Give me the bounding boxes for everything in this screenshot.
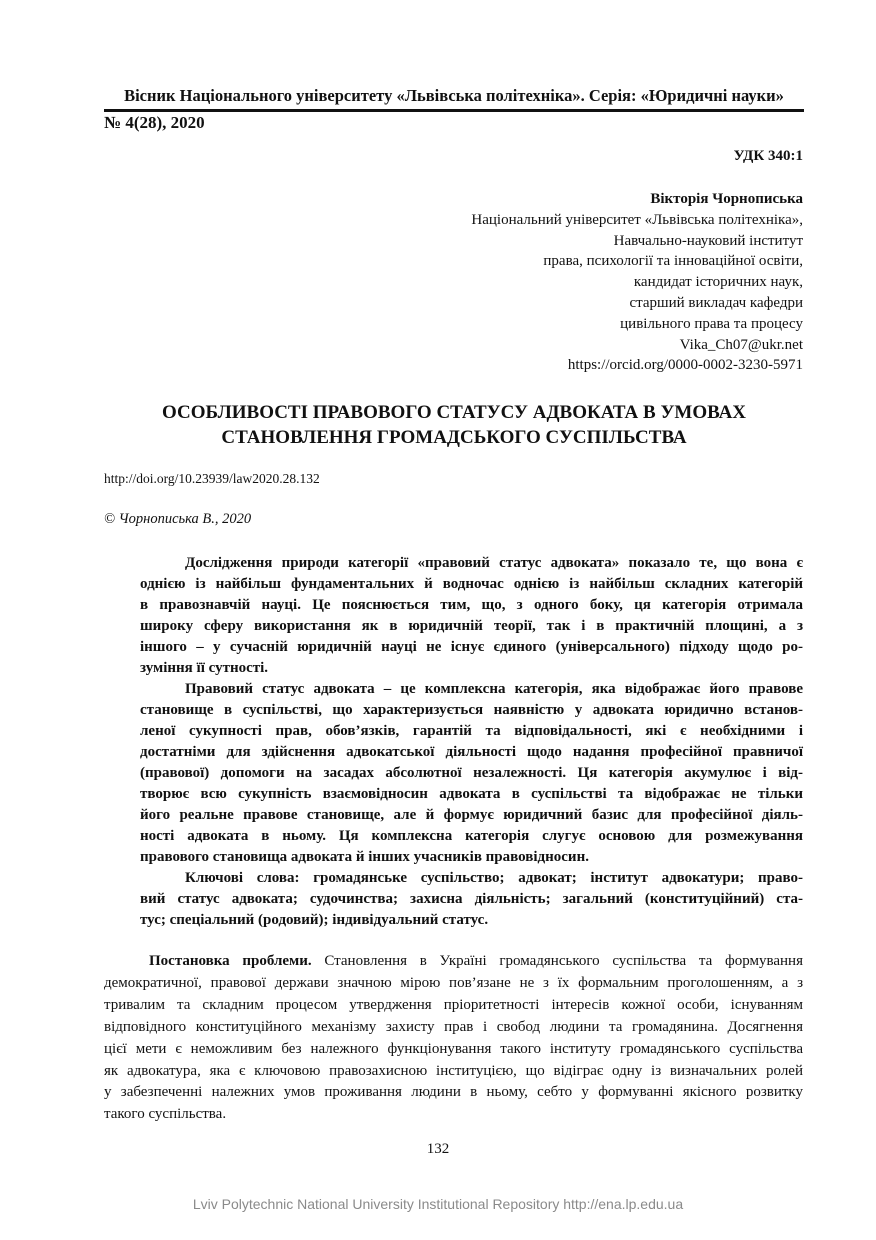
affiliation-line: кандидат історичних наук, <box>633 274 803 291</box>
abstract-line: Дослідження природи категорії «правовий статус адвоката» показало те, що вона є <box>185 555 803 571</box>
body-line: відповідного конституційного механізму захисту прав і свобод людини та громадянина. Досягнення <box>104 1018 803 1035</box>
abstract <box>140 553 803 931</box>
abstract-line: (правової) допомоги на засадах абсолютної незалежності. Ця категорія акумулює і від- <box>140 765 803 781</box>
body-line: як адвокатура, яка є ключовою правозахисною інституцією, що відіграє одну із визначальних ролей <box>104 1062 803 1079</box>
abstract-line: широку сферу використання як в юридичній теорії, так і в практичній площині, а з <box>140 618 803 634</box>
body-line: тривалим та складним процесом утвердження пріоритетності інтересів кожної особи, існуванням <box>104 996 803 1013</box>
copyright: © Чорнописька В., 2020 <box>104 511 252 527</box>
author-name: Вікторія Чорнописька <box>650 191 803 207</box>
journal-header: Вісник Національного університету «Львівська політехніка». Серія: «Юридичні науки» <box>124 86 784 105</box>
body-line: такого суспільства. <box>104 1106 227 1123</box>
body-text <box>104 951 803 1126</box>
abstract-line: іншого – у сучасній юридичній науці не існує єдиного (універсального) підходу щодо ро- <box>140 639 803 655</box>
abstract-line: Ключові слова: громадянське суспільство; адвокат; інститут адвокатури; право- <box>185 870 803 886</box>
abstract-line: зуміння її сутності. <box>140 660 269 676</box>
title-line: СТАНОВЛЕННЯ ГРОМАДСЬКОГО СУСПІЛЬСТВА <box>221 427 687 448</box>
author-email[interactable]: Vika_Ch07@ukr.net <box>679 336 803 353</box>
section-heading: Постановка проблеми. <box>149 953 312 969</box>
abstract-line: достатніми для здійснення адвокатської діяльності щодо надання професійної правничої <box>140 744 803 760</box>
abstract-line: Правовий статус адвоката – це комплексна категорія, яка відображає його правове <box>185 681 803 697</box>
abstract-line: леної сукупності прав, обов’язків, гарантій та відповідальності, які є необхідними і <box>140 723 803 739</box>
affiliation-line: старший викладач кафедри <box>629 294 803 311</box>
doi-link[interactable]: http://doi.org/10.23939/law2020.28.132 <box>104 471 320 486</box>
title-line: ОСОБЛИВОСТІ ПРАВОВОГО СТАТУСУ АДВОКАТА В УМОВАХ <box>161 402 747 423</box>
affiliation-line: Національний університет «Львівська політехніка», <box>471 211 803 228</box>
abstract-line: правового становища адвоката й інших учасників правовідносин. <box>140 849 589 865</box>
body-line: у забезпеченні належних умов проживання людини в ньому, себто у формуванні якісного розвитку <box>104 1084 803 1101</box>
body-line: цієї мети є неможливим без належного функціонування такого інституту громадянського суспільства <box>104 1040 803 1057</box>
abstract-line: творює всю сукупність взаємовідносин адвоката в суспільстві та відображає не тільки <box>140 786 803 802</box>
abstract-line: його реальне правове становище, але й формує юридичний базис для професійної діяль- <box>140 807 803 823</box>
repository-footer: Lviv Polytechnic National University Institutional Repository http://ena.lp.edu.ua <box>192 1196 684 1212</box>
author-orcid[interactable]: https://orcid.org/0000-0002-3230-5971 <box>567 357 803 374</box>
affiliation-line: права, психології та інноваційної освіти, <box>543 253 803 270</box>
abstract-line: однією із найбільш фундаментальних й водночас однією із найбільш складних категорій <box>140 576 803 592</box>
article-title <box>104 400 804 450</box>
udk-code: УДК 340:1 <box>733 148 803 164</box>
issue-number: № 4(28), 2020 <box>104 113 205 132</box>
body-text-span: Становлення в Україні громадянського суспільства та формування <box>311 953 803 969</box>
abstract-line: становище в суспільстві, що характеризується наявністю у адвоката юридично встанов- <box>140 702 803 718</box>
body-line <box>104 951 803 973</box>
abstract-line: ності адвоката в ньому. Ця комплексна категорія слугує основою для розмежування <box>140 828 803 844</box>
affiliation-line: цивільного права та процесу <box>620 315 803 332</box>
abstract-line: вий статус адвоката; судочинства; захисна діяльність; загальний (конституційний) ста- <box>140 891 803 907</box>
abstract-line: тус; спеціальний (родовий); індивідуальний статус. <box>140 912 489 928</box>
abstract-line: в правознавчій науці. Це пояснюється тим, що, з одного боку, ця категорія отримала <box>140 597 803 613</box>
header-rule <box>104 109 804 112</box>
author-block <box>471 189 803 376</box>
body-line: демократичної, правової держави значною мірою пов’язане не з їх формальним проголошенням, а з <box>104 974 803 991</box>
affiliation-line: Навчально-науковий інститут <box>613 232 803 249</box>
page-number: 132 <box>426 1141 450 1157</box>
